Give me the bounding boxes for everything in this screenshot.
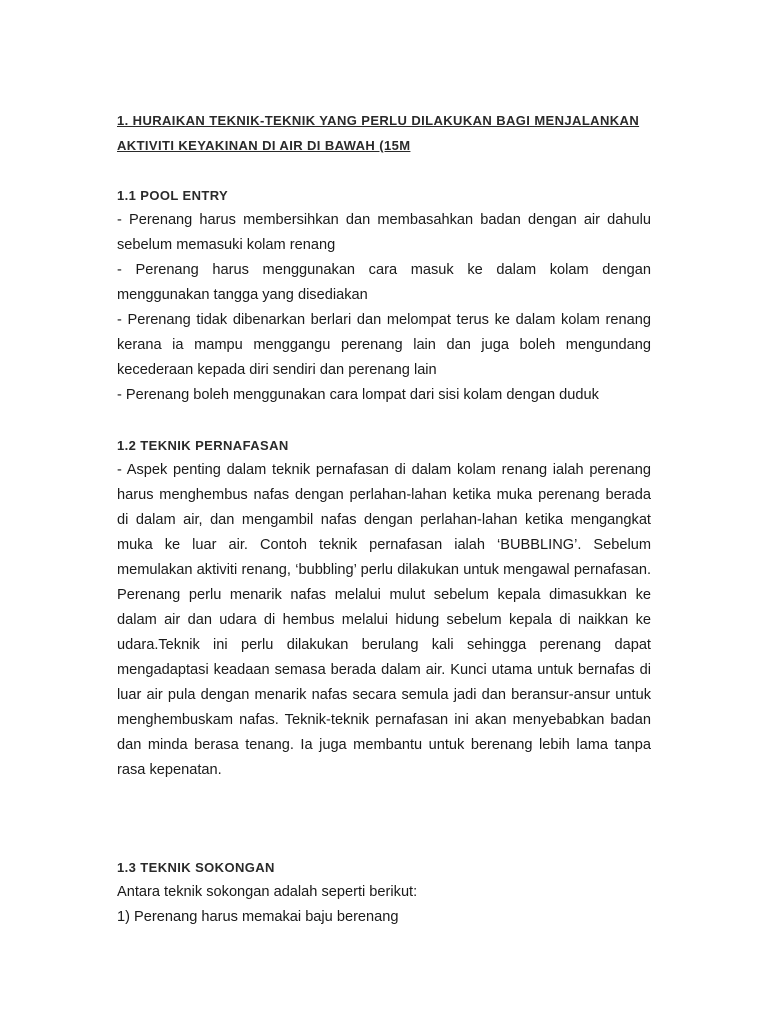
paragraph: - Aspek penting dalam teknik pernafasan di dalam kolam renang ialah perenang harus menghembus nafas dengan perlahan-lahan ketika muka perenang berada di dalam air, dan mengambil nafas dengan perlahan-lahan ketika mengangkat muka ke luar air. Contoh teknik pernafasan ialah ‘BUBBLING’. Sebelum memulakan aktiviti renang, ‘bubbling’ perlu dilakukan untuk mengawal pernafasan. Perenang perlu menarik nafas melalui mulut sebelum kepala dimasukkan ke dalam air dan udara di hembus melalui hidung sebelum kepala di naikkan ke udara.Teknik ini perlu dilakukan berulang kali sehingga perenang dapat mengadaptasi keadaan semasa berada dalam air. Kunci utama untuk bernafas di luar air pula dengan menarik nafas secara semula jadi dan beransur-ansur untuk menghembuskam nafas. Teknik-teknik pernafasan ini akan menyebabkan badan dan minda berasa tenang. Ia juga membantu untuk berenang lebih lama tanpa rasa kepenatan. bbox=[117, 462, 651, 778]
section-teknik-pernafasan bbox=[117, 433, 651, 783]
section-teknik-sokongan bbox=[117, 855, 651, 930]
paragraph: - Perenang harus menggunakan cara masuk ke dalam kolam dengan menggunakan tangga yang disediakan bbox=[117, 262, 651, 303]
section-pool-entry bbox=[117, 183, 651, 408]
paragraph: - Perenang boleh menggunakan cara lompat dari sisi kolam dengan duduk bbox=[117, 387, 599, 403]
section-heading: 1.3 TEKNIK SOKONGAN bbox=[117, 860, 275, 875]
paragraph: - Perenang tidak dibenarkan berlari dan melompat terus ke dalam kolam renang kerana ia mampu menggangu perenang lain dan juga boleh mengundang kecederaan kepada diri sendiri dan perenang lain bbox=[117, 312, 651, 378]
document-page bbox=[117, 108, 651, 930]
spacer bbox=[117, 408, 651, 433]
paragraph: 1) Perenang harus memakai baju berenang bbox=[117, 909, 399, 925]
section-heading: 1.1 POOL ENTRY bbox=[117, 188, 229, 203]
document-title: 1. HURAIKAN TEKNIK-TEKNIK YANG PERLU DILAKUKAN BAGI MENJALANKAN AKTIVITI KEYAKINAN DI AIR DI BAWAH (15M bbox=[117, 113, 640, 153]
section-heading: 1.2 TEKNIK PERNAFASAN bbox=[117, 438, 289, 453]
spacer bbox=[117, 783, 651, 855]
paragraph: - Perenang harus membersihkan dan membasahkan badan dengan air dahulu sebelum memasuki kolam renang bbox=[117, 212, 651, 253]
spacer bbox=[117, 158, 651, 183]
paragraph: Antara teknik sokongan adalah seperti berikut: bbox=[117, 884, 418, 900]
